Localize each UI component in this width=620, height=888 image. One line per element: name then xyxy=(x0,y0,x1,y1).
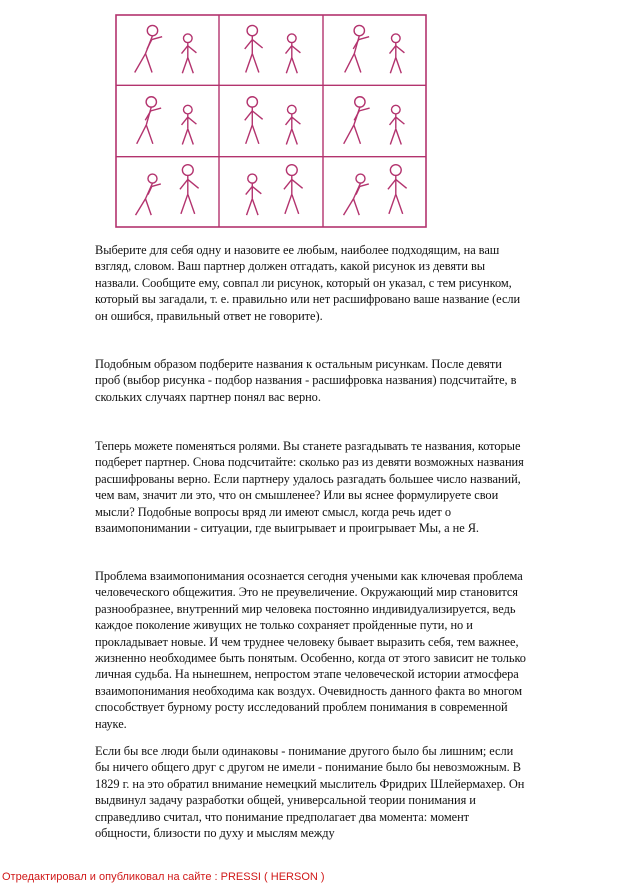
stick-figures-grid-icon xyxy=(115,14,427,228)
stick-figure-right xyxy=(390,34,405,73)
stick-figure-right xyxy=(286,34,301,73)
stick-figure-left xyxy=(135,25,162,72)
stick-figures-grid xyxy=(115,14,427,228)
stick-figure-left xyxy=(137,97,161,144)
stick-figure-left xyxy=(344,174,369,215)
stick-figure-left xyxy=(245,25,263,72)
paragraph-2: Подобным образом подберите названия к остальным рисункам. После девяти проб (выбор рисунка - подбор названия - расшифровка названия) подсчитайте, в скольких случаях партнер понял вас верно. xyxy=(95,357,517,404)
footer-credit: Отредактировал и опубликовал на сайте : PRESSI ( HERSON ) xyxy=(2,871,325,883)
stick-figure-left xyxy=(345,25,369,72)
stick-figure-right xyxy=(388,165,407,214)
stick-figure-left xyxy=(136,174,161,215)
stick-figure-right xyxy=(182,105,197,144)
stick-figure-left xyxy=(344,97,370,144)
stick-figure-right xyxy=(182,34,197,73)
stick-figure-right xyxy=(284,165,303,214)
grid-frame xyxy=(116,15,426,227)
paragraph-4: Проблема взаимопонимания осознается сегодня учеными как ключевая проблема человеческого общежития. Это не преувеличение. Окружающий мир становится разнообразнее, внутренний мир человека постоянно индивидуализируется, ведь каждое поколение живущих не только сохраняет пройденные пути, но и прокладывает новые. И чем труднее человеку бывает выразить себя, тем важнее, жизненно необходимее быть понятым. Особенно, когда от этого зависит не только личная судьба. На нынешнем, непростом этапе человеческой истории атмосфера взаимопонимания необходима как воздух. Очевидность данного факта во многом способствует бурному росту исследований проблем понимания в современной науке. xyxy=(95,569,526,731)
stick-figure-left xyxy=(245,97,263,144)
stick-figure-left xyxy=(246,174,262,215)
stick-figure-right xyxy=(180,165,199,214)
paragraph-3: Теперь можете поменяться ролями. Вы станете разгадывать те названия, которые подберет партнер. Снова подсчитайте: сколько раз из девяти возможных названия расшифрованы верно. Если партнеру удалось разгадать большее число названий, чем вам, значит ли это, что он смышленее? Или вы яснее формулируете свои мысли? Подобные вопросы вряд ли имеют смысл, когда речь идет о взаимопонимании - ситуации, где выигрывает и проигрывает Мы, а не Я. xyxy=(95,439,524,536)
stick-figure-right xyxy=(390,105,405,144)
paragraph-5: Если бы все люди были одинаковы - понимание другого было бы лишним; если бы ничего общего друг с другом не имели - понимание было бы невозможным. В 1829 г. на это обратил внимание немецкий мыслитель Фридрих Шлейермахер. Он выдвинул задачу разработки общей, универсальной теории понимания и справедливо считал, что понимание предполагает два момента: момент общности, близости по духу и мыслям между xyxy=(95,744,525,841)
stick-figure-right xyxy=(286,105,301,144)
paragraph-1: Выберите для себя одну и назовите ее любым, наиболее подходящим, на ваш взгляд, словом. Ваш партнер должен отгадать, какой рисунок из девяти вы назвали. Сообщите ему, совпал ли рисунок, который он указал, с тем рисунком, который вы загадали, т. е. правильно или нет расшифровано ваше название (если он ошибся, правильный ответ не говорите). xyxy=(95,243,521,323)
